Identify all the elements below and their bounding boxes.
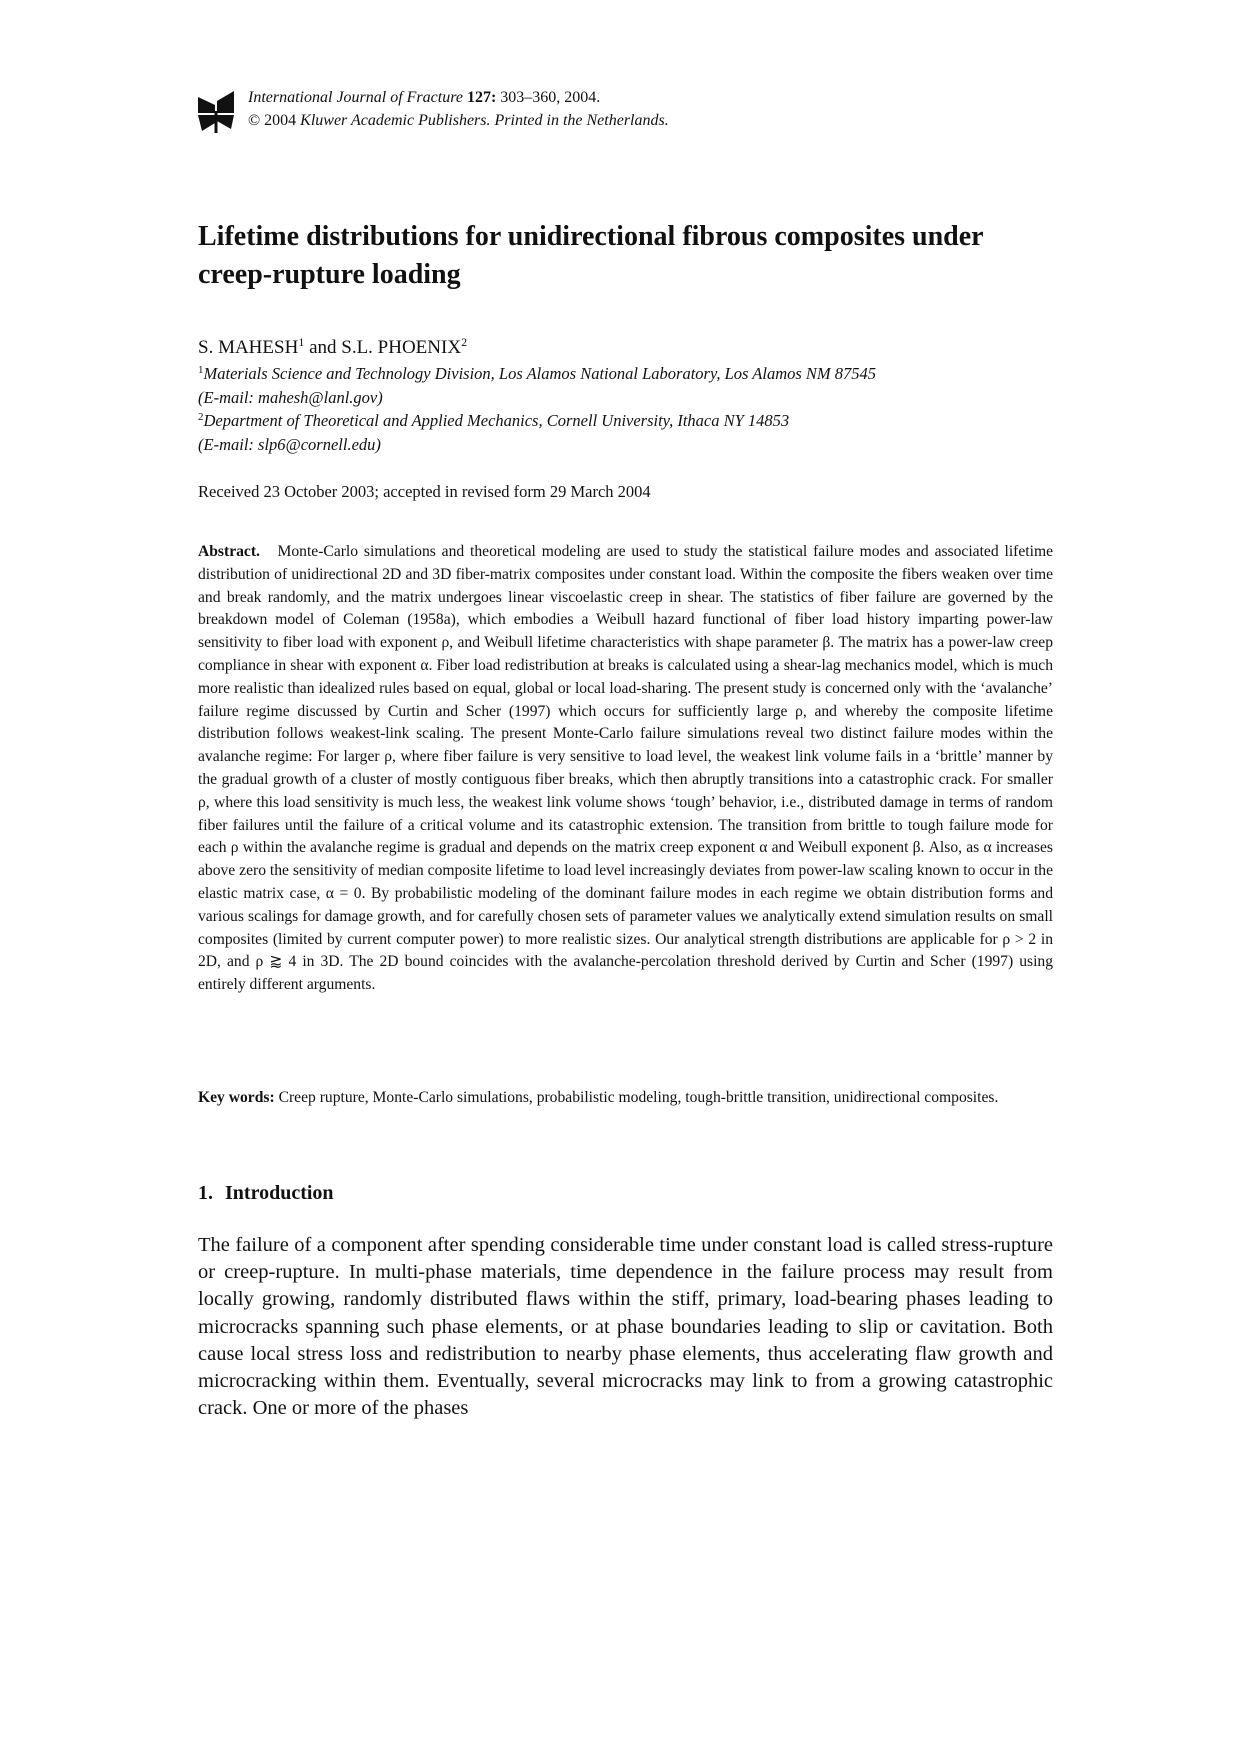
publisher-tree-logo-icon bbox=[198, 91, 234, 133]
affiliation-mark: 2 bbox=[198, 411, 204, 423]
affiliation-mark: 1 bbox=[198, 364, 204, 376]
journal-name: International Journal of Fracture bbox=[248, 89, 463, 106]
journal-citation bbox=[248, 86, 669, 132]
affiliation-email: (E-mail: mahesh@lanl.gov) bbox=[198, 387, 383, 407]
journal-line bbox=[248, 86, 669, 109]
author-conjunction: and bbox=[309, 337, 337, 358]
received-dates: Received 23 October 2003; accepted in revised form 29 March 2004 bbox=[198, 482, 651, 501]
author-line bbox=[198, 336, 1053, 360]
journal-masthead bbox=[198, 86, 1053, 136]
body-paragraph: The failure of a component after spending considerable time under constant load is called stress-rupture or creep-rupture. In multi-phase materials, time dependence in the failure process may result from locally growing, randomly distributed flaws within the stiff, primary, load-bearing phases leading to microcracks spanning such phase elements, or at phase boundaries leading to slip or cavitation. Both cause local stress loss and redistribution to nearby phase elements, thus accelerating flaw growth and microcracking within them. Eventually, several microcracks may link to from a growing catastrophic crack. One or more of the phases bbox=[198, 1234, 1053, 1420]
copyright-symbol: © bbox=[248, 112, 261, 129]
copyright-year: 2004 bbox=[264, 112, 297, 129]
author-name: S. MAHESH bbox=[198, 337, 299, 358]
affiliations bbox=[198, 362, 1053, 456]
author-affil-mark: 1 bbox=[298, 335, 305, 349]
author-name: S.L. PHOENIX bbox=[341, 337, 462, 358]
keywords-text: Creep rupture, Monte-Carlo simulations, probabilistic modeling, tough-brittle transition, unidirectional composites. bbox=[278, 1089, 999, 1106]
copyright-line bbox=[248, 109, 669, 132]
publisher-name: Kluwer Academic Publishers. bbox=[300, 112, 491, 129]
keywords-label: Key words: bbox=[198, 1089, 275, 1106]
section-heading bbox=[198, 1180, 1053, 1206]
author-affil-mark: 2 bbox=[461, 335, 468, 349]
printed-in: Printed in the Netherlands. bbox=[494, 112, 669, 129]
affiliation-email: (E-mail: slp6@cornell.edu) bbox=[198, 434, 381, 454]
abstract-label: Abstract. bbox=[198, 543, 260, 560]
keywords bbox=[198, 1087, 1053, 1110]
journal-pages-year: 303–360, 2004. bbox=[500, 89, 601, 106]
paper-title: Lifetime distributions for unidirectional fibrous composites under creep-rupture loading bbox=[198, 221, 984, 290]
section-number: 1. bbox=[198, 1182, 213, 1204]
section-title: Introduction bbox=[225, 1182, 334, 1204]
abstract-text: Monte-Carlo simulations and theoretical modeling are used to study the statistical failure modes and associated lifetime distribution of unidirectional 2D and 3D fiber-matrix composites under constant load. Within the composite the fibers weaken over time and break randomly, and the matrix undergoes linear viscoelastic creep in shear. The statistics of fiber failure are governed by the breakdown model of Coleman (1958a), which embodies a Weibull hazard functional of fiber load history imparting power-law sensitivity to fiber load with exponent ρ, and Weibull lifetime characteristics with shape parameter β. The matrix has a power-law creep compliance in shear with exponent α. Fiber load redistribution at breaks is calculated using a shear-lag mechanics model, which is much more realistic than idealized rules based on equal, global or local load-sharing. The present study is concerned only with the ‘avalanche’ failure regime discussed by Curtin and Scher (1997) which occurs for sufficiently large ρ, and whereby the composite lifetime distribution follows weakest-link scaling. The present Monte-Carlo failure simulations reveal two distinct failure modes within the avalanche regime: For larger ρ, where fiber failure is very sensitive to load level, the weakest link volume fails in a ‘brittle’ manner by the gradual growth of a cluster of mostly contiguous fiber breaks, which then abruptly transitions into a catastrophic crack. For smaller ρ, where this load sensitivity is much less, the weakest link volume shows ‘tough’ behavior, i.e., distributed damage in terms of random fiber failures until the failure of a critical volume and its catastrophic extension. The transition from brittle to tough failure mode for each ρ within the avalanche regime is gradual and depends on the matrix creep exponent α and Weibull exponent β. Also, as α increases above zero the sensitivity of median composite lifetime to load level increasingly deviates from power-law scaling known to occur in the elastic matrix case, α = 0. By probabilistic modeling of the dominant failure modes in each regime we obtain distribution forms and various scalings for damage growth, and for carefully chosen sets of parameter values we analytically extend simulation results on small composites (limited by current computer power) to more realistic sizes. Our analytical strength distributions are applicable for ρ > 2 in 2D, and ρ ⪆ 4 in 3D. The 2D bound coincides with the avalanche-percolation threshold derived by Curtin and Scher (1997) using entirely different arguments. bbox=[198, 543, 1053, 994]
journal-volume: 127: bbox=[466, 89, 497, 106]
abstract bbox=[198, 541, 1053, 997]
affiliation-institution: $^2$Department of Theoretical and Applied Mechanics, Cornell University, Ithaca NY 14853 bbox=[198, 411, 790, 430]
affiliation-institution: $^1$Materials Science and Technology Division, Los Alamos National Laboratory, Los Alamos NM 87545 bbox=[198, 364, 877, 383]
